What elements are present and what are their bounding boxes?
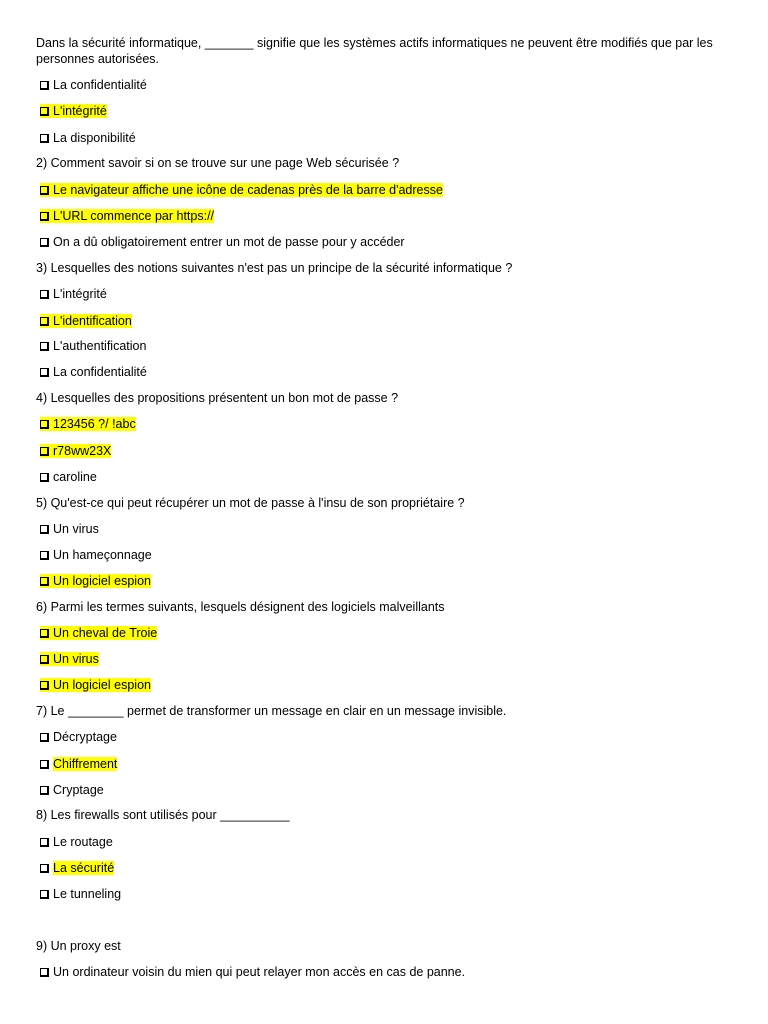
q3-option-1	[40, 286, 728, 302]
q9-option-1	[40, 964, 728, 980]
option-label: Chiffrement	[53, 757, 118, 771]
option-label: 123456 ?/ !abc	[53, 417, 136, 431]
option-label: Le tunneling	[53, 887, 122, 901]
q1-option-1	[40, 77, 728, 93]
q3-option-2	[40, 313, 728, 329]
checkbox-icon	[40, 890, 49, 899]
option-label: L'authentification	[53, 339, 147, 353]
question-5-text: 5) Qu'est-ce qui peut récupérer un mot de passe à l'insu de son propriétaire ?	[36, 496, 465, 510]
option-label: Le routage	[53, 835, 113, 849]
option-label: Un virus	[53, 652, 99, 666]
option-label: La sécurité	[53, 861, 115, 875]
question-9-text: 9) Un proxy est	[36, 939, 121, 953]
q2-option-2	[40, 208, 728, 224]
q4-option-1	[40, 416, 728, 432]
option-label: r78ww23X	[53, 444, 112, 458]
checkbox-icon	[40, 525, 49, 534]
checkbox-icon	[40, 838, 49, 847]
checkbox-icon	[40, 473, 49, 482]
q8-option-2	[40, 860, 728, 876]
checkbox-icon	[40, 342, 49, 351]
option-label: caroline	[53, 470, 97, 484]
option-label: L'intégrité	[53, 287, 107, 301]
checkbox-icon	[40, 290, 49, 299]
checkbox-icon	[40, 577, 49, 586]
checkbox-icon	[40, 107, 49, 116]
q4-option-3	[40, 469, 728, 485]
q4-option-2	[40, 443, 728, 459]
question-7-text: 7) Le ________ permet de transformer un message en clair en un message invisible.	[36, 704, 507, 718]
checkbox-icon	[40, 134, 49, 143]
q6-option-2	[40, 651, 728, 667]
checkbox-icon	[40, 864, 49, 873]
q7-option-1	[40, 729, 728, 745]
question-1-text: Dans la sécurité informatique, _______ signifie que les systèmes actifs informatiques ne peuvent être modifiés que par les personnes autorisées.	[36, 36, 713, 66]
q2-option-3	[40, 234, 728, 250]
question-8-text: 8) Les firewalls sont utilisés pour __________	[36, 808, 290, 822]
checkbox-icon	[40, 655, 49, 664]
option-label: Un logiciel espion	[53, 678, 151, 692]
q5-option-1	[40, 521, 728, 537]
checkbox-icon	[40, 420, 49, 429]
checkbox-icon	[40, 212, 49, 221]
checkbox-icon	[40, 368, 49, 377]
question-3-text: 3) Lesquelles des notions suivantes n'est pas un principe de la sécurité informatique ?	[36, 261, 513, 275]
checkbox-icon	[40, 968, 49, 977]
checkbox-icon	[40, 551, 49, 560]
q7-option-2	[40, 756, 728, 772]
option-label: Un cheval de Troie	[53, 626, 158, 640]
q2-option-1	[40, 182, 728, 198]
option-label: Un ordinateur voisin du mien qui peut relayer mon accès en cas de panne.	[53, 965, 466, 979]
checkbox-icon	[40, 760, 49, 769]
option-label: Un hameçonnage	[53, 548, 152, 562]
option-label: L'intégrité	[53, 104, 107, 118]
option-label: Décryptage	[53, 730, 117, 744]
option-label: La confidentialité	[53, 365, 147, 379]
option-label: La disponibilité	[53, 131, 136, 145]
option-label: Un logiciel espion	[53, 574, 151, 588]
option-label: On a dû obligatoirement entrer un mot de passe pour y accéder	[53, 235, 405, 249]
checkbox-icon	[40, 629, 49, 638]
q8-option-3	[40, 886, 728, 902]
checkbox-icon	[40, 238, 49, 247]
q8-option-1	[40, 834, 728, 850]
option-label: L'identification	[53, 314, 132, 328]
option-label: L'URL commence par https://	[53, 209, 215, 223]
checkbox-icon	[40, 81, 49, 90]
q7-option-3	[40, 782, 728, 798]
q6-option-1	[40, 625, 728, 641]
q5-option-3	[40, 573, 728, 589]
q6-option-3	[40, 677, 728, 693]
q3-option-3	[40, 338, 728, 354]
checkbox-icon	[40, 733, 49, 742]
question-4-text: 4) Lesquelles des propositions présentent un bon mot de passe ?	[36, 391, 399, 405]
option-label: Un virus	[53, 522, 99, 536]
question-6-text: 6) Parmi les termes suivants, lesquels désignent des logiciels malveillants	[36, 600, 445, 614]
q5-option-2	[40, 547, 728, 563]
checkbox-icon	[40, 186, 49, 195]
q1-option-3	[40, 130, 728, 146]
q3-option-4	[40, 364, 728, 380]
checkbox-icon	[40, 786, 49, 795]
option-label: La confidentialité	[53, 78, 147, 92]
checkbox-icon	[40, 447, 49, 456]
checkbox-icon	[40, 681, 49, 690]
option-label: Le navigateur affiche une icône de cadenas près de la barre d'adresse	[53, 183, 443, 197]
option-label: Cryptage	[53, 783, 104, 797]
question-2-text: 2) Comment savoir si on se trouve sur une page Web sécurisée ?	[36, 156, 400, 170]
q1-option-2	[40, 103, 728, 119]
checkbox-icon	[40, 317, 49, 326]
